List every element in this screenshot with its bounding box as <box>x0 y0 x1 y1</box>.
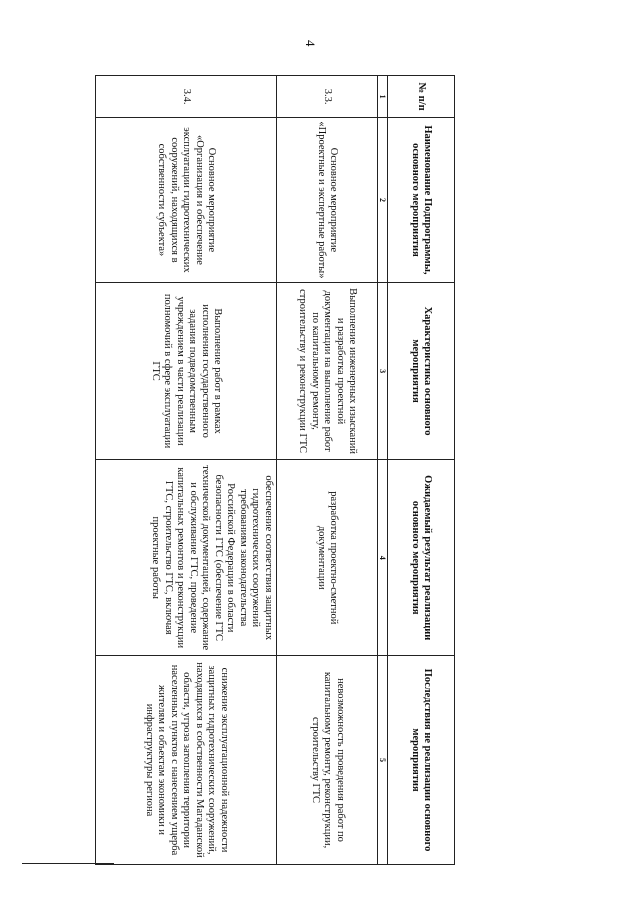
header-row <box>388 76 455 865</box>
header-result: Ожидаемый результат реализации основного мероприятия <box>388 460 455 656</box>
row-result: обеспечение соответствия защитных гидротехнических сооружений требованиям законодательства Российской Федерации в области безопасности ГТС (обеспечение ГТС технической документацией, содержание и обслуживание ГТС, проведение капитальных ремонтов и реконструкции ГТС, строительство ГТС, включая проектные работы <box>96 460 277 656</box>
index-cell: 5 <box>378 656 388 865</box>
header-name: Наименование Подпрограммы, основного мероприятия <box>388 118 455 282</box>
rotated-table-container <box>95 75 455 865</box>
header-number: № п/п <box>388 76 455 118</box>
index-cell: 3 <box>378 282 388 460</box>
row-consequence: снижение эксплуатационной надежности защитных гидротехнических сооружений, находящихся в собственности Магаданской области, угроза затопления территории населенных пунктов с нанесением ущерба жителям и объектам экономики и инфраструктуры региона <box>96 656 277 865</box>
row-name: Основное мероприятие «Проектные и экспертные работы» <box>277 118 378 282</box>
index-cell: 2 <box>378 118 388 282</box>
page-number: 4 <box>303 40 318 47</box>
header-characteristic: Характеристика основного мероприятия <box>388 282 455 460</box>
row-characteristic: Выполнение работ в рамках исполнения государственного задания подведомственным учреждением в части реализации полномочий в сфере эксплуатации ГТС <box>96 282 277 460</box>
row-characteristic: Выполнение инженерных изысканий и разработка проектной документации на выполнение работ по капитальному ремонту, строительству и реконструкции ГТС <box>277 282 378 460</box>
index-cell: 4 <box>378 460 388 656</box>
measures-table <box>95 75 455 865</box>
table-row <box>96 76 277 865</box>
row-number: 3.4. <box>96 76 277 118</box>
footnote-separator <box>22 863 114 864</box>
index-row <box>378 76 388 865</box>
row-number: 3.3. <box>277 76 378 118</box>
header-consequence: Последствия не реализации основного мероприятия <box>388 656 455 865</box>
row-result: разработка проектно-сметной документации <box>277 460 378 656</box>
row-consequence: невозможность проведения работ по капитальному ремонту, реконструкции, строительству ГТС <box>277 656 378 865</box>
table-row <box>277 76 378 865</box>
index-cell: 1 <box>378 76 388 118</box>
row-name: Основное мероприятие «Организация и обеспечение эксплуатации гидротехнических сооружений, находящихся в собственности субъекта» <box>96 118 277 282</box>
